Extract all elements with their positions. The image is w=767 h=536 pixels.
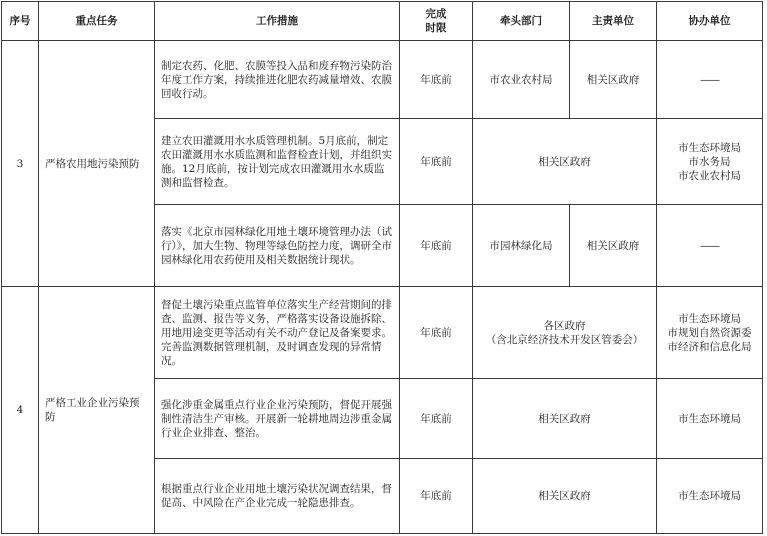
header-deadline [400, 2, 473, 41]
deadline-cell: 年底前 [400, 205, 473, 287]
lead-cell: 市园林绿化局 [473, 205, 570, 287]
table-row [2, 287, 763, 379]
header-deadline-line2: 时限 [425, 22, 447, 34]
assist-cell: —— [657, 205, 763, 287]
header-lead: 牵头部门 [473, 2, 570, 41]
header-task: 重点任务 [39, 2, 155, 41]
assist-cell: 市生态环境局 [657, 459, 763, 534]
lead-cell: 市农业农村局 [473, 41, 570, 119]
measure-cell: 制定农药、化肥、农膜等投入品和废弃物污染防治年度工作方案，持续推进化肥农药减量增效、农膜回收行动。 [155, 41, 400, 119]
header-deadline-line1: 完成 [425, 8, 447, 20]
table-row [2, 41, 763, 119]
group-task: 严格工业企业污染预防 [39, 287, 155, 534]
assist-unit: 市农业农村局 [678, 169, 741, 182]
deadline-cell: 年底前 [400, 41, 473, 119]
header-row [2, 2, 763, 41]
header-measures: 工作措施 [155, 2, 400, 41]
assist-cell [657, 119, 763, 205]
deadline-cell: 年底前 [400, 379, 473, 459]
task-table [1, 1, 763, 534]
responsible-cell: 相关区政府 [570, 205, 657, 287]
assist-unit: 市水务局 [688, 155, 731, 168]
measure-cell: 强化涉重金属重点行业企业污染预防，督促开展强制性清洁生产审核。开展新一轮耕地周边涉重金属行业企业排查、整治。 [155, 379, 400, 459]
group-task: 严格农用地污染预防 [39, 41, 155, 287]
measure-cell: 督促土壤污染重点监管单位落实生产经营期间的排查、监测、报告等义务，严格落实设备设施拆除、用地用途变更等活动有关不动产登记及备案要求。完善监测数据管理机制，及时调查发现的异常情况。 [155, 287, 400, 379]
header-no: 序号 [2, 2, 39, 41]
measure-cell: 建立农田灌溉用水水质管理机制。5月底前，制定农田灌溉用水水质监测和监督检查计划，并组织实施。12月底前，按计划完成农田灌溉用水水质监测和监督检查。 [155, 119, 400, 205]
measure-cell: 根据重点行业企业用地土壤污染状况调查结果，督促高、中风险在产企业完成一轮隐患排查。 [155, 459, 400, 534]
assist-unit: 市生态环境局 [678, 312, 741, 325]
assist-cell: —— [657, 41, 763, 119]
assist-cell: 市生态环境局 [657, 379, 763, 459]
header-assist: 协办单位 [657, 2, 763, 41]
assist-unit: 市生态环境局 [678, 141, 741, 154]
header-responsible: 主责单位 [570, 2, 657, 41]
group-number: 3 [2, 41, 39, 287]
merged-line: （含北京经济技术开发区管委会） [485, 333, 644, 346]
measure-cell: 落实《北京市园林绿化用地土壤环境管理办法（试行）》，加大生物、物理等绿色防控力度，调研全市园林绿化用农药使用及相关数据统计现状。 [155, 205, 400, 287]
merged-responsible-cell: 相关区政府 [473, 119, 657, 205]
merged-responsible-cell: 相关区政府 [473, 379, 657, 459]
assist-unit: 市规划自然资源委 [667, 326, 752, 339]
deadline-cell: 年底前 [400, 119, 473, 205]
merged-line: 各区政府 [543, 319, 586, 332]
merged-responsible-cell [473, 287, 657, 379]
merged-responsible-cell: 相关区政府 [473, 459, 657, 534]
deadline-cell: 年底前 [400, 459, 473, 534]
group-number: 4 [2, 287, 39, 534]
deadline-cell: 年底前 [400, 287, 473, 379]
assist-cell [657, 287, 763, 379]
responsible-cell: 相关区政府 [570, 41, 657, 119]
assist-unit: 市经济和信息化局 [667, 340, 752, 353]
